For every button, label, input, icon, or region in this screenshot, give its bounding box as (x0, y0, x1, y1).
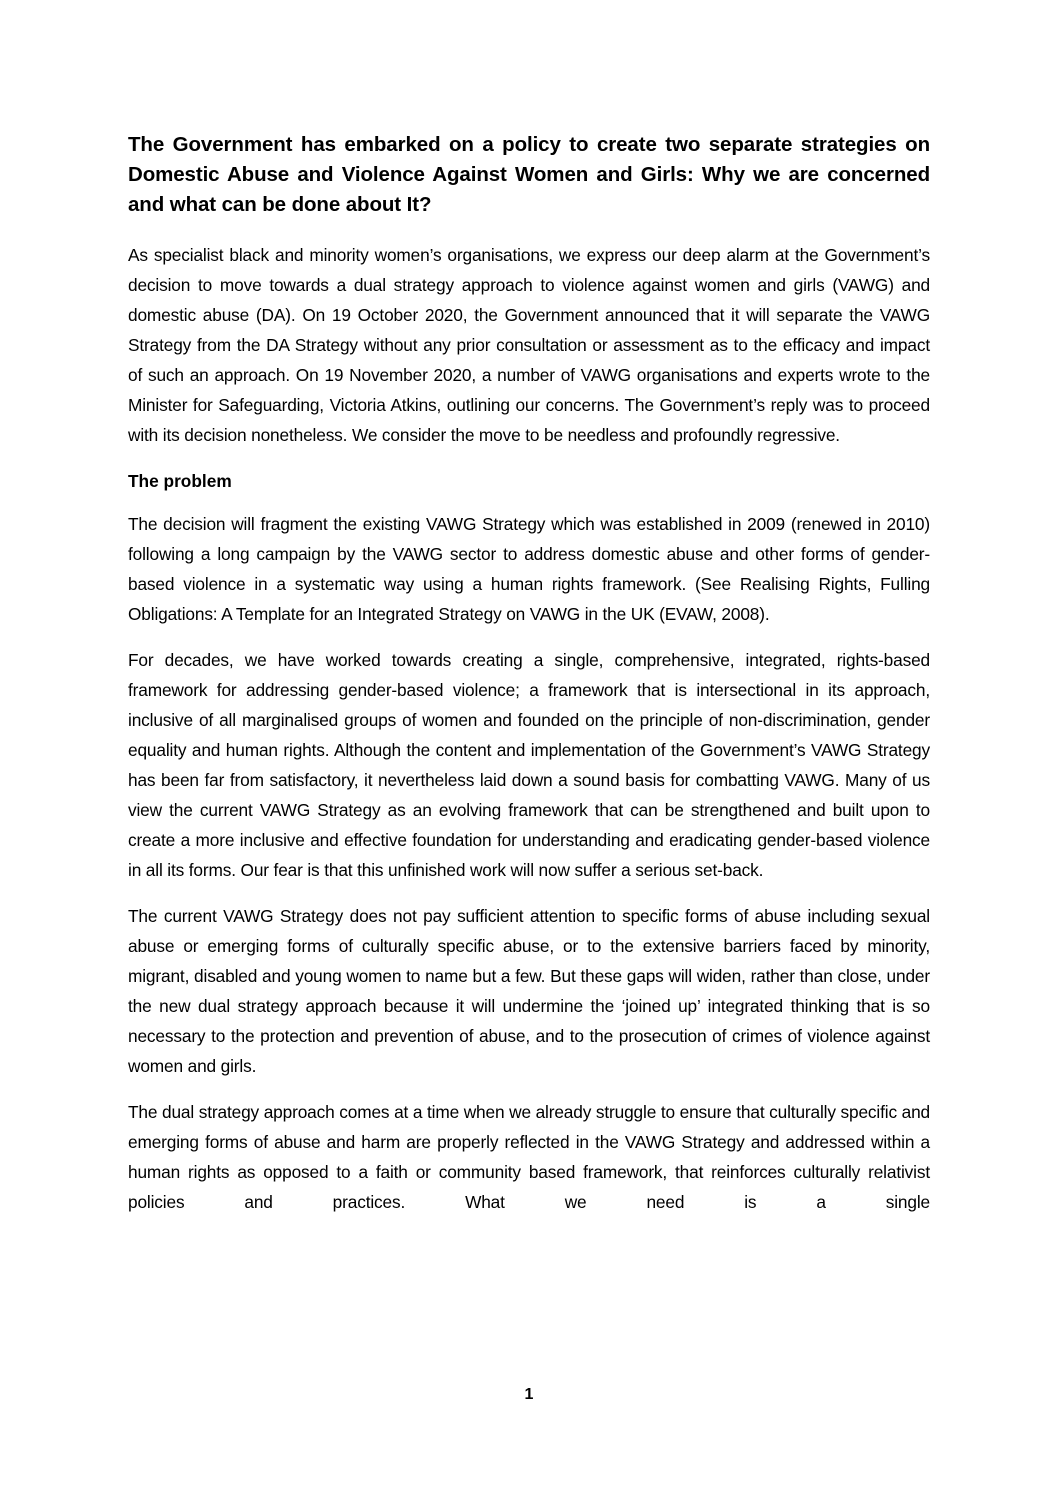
problem-paragraph-2: For decades, we have worked towards creating a single, comprehensive, integrated, rights-based framework for addressing gender-based violence; a framework that is intersectional in its approach, inclusive of all marginalised groups of women and founded on the principle of non-discrimination, gender equality and human rights. Although the content and implementation of the Government’s VAWG Strategy has been far from satisfactory, it nevertheless laid down a sound basis for combatting VAWG. Many of us view the current VAWG Strategy as an evolving framework that can be strengthened and built upon to create a more inclusive and effective foundation for understanding and eradicating gender-based violence in all its forms. Our fear is that this unfinished work will now suffer a serious set-back. (128, 650, 930, 880)
problem-paragraph-3: The current VAWG Strategy does not pay sufficient attention to specific forms of abuse including sexual abuse or emerging forms of culturally specific abuse, or to the extensive barriers faced by minority, migrant, disabled and young women to name but a few. But these gaps will widen, rather than close, under the new dual strategy approach because it will undermine the ‘joined up’ integrated thinking that is so necessary to the protection and prevention of abuse, and to the prosecution of crimes of violence against women and girls. (128, 906, 930, 1076)
document-title: The Government has embarked on a policy to create two separate strategies on Domestic Abuse and Violence Against Women and Girls: Why we are concerned and what can be done about It? (128, 133, 930, 216)
intro-paragraph: As specialist black and minority women’s organisations, we express our deep alarm at the Government’s decision to move towards a dual strategy approach to violence against women and girls (VAWG) and domestic abuse (DA). On 19 October 2020, the Government announced that it will separate the VAWG Strategy from the DA Strategy without any prior consultation or assessment as to the efficacy and impact of such an approach. On 19 November 2020, a number of VAWG organisations and experts wrote to the Minister for Safeguarding, Victoria Atkins, outlining our concerns. The Government’s reply was to proceed with its decision nonetheless. We consider the move to be needless and profoundly regressive. (128, 245, 930, 445)
problem-paragraph-4: The dual strategy approach comes at a time when we already struggle to ensure that culturally specific and emerging forms of abuse and harm are properly reflected in the VAWG Strategy and addressed within a human rights as opposed to a faith or community based framework, that reinforces culturally relativist policies and practices. What we need is a single (128, 1102, 930, 1212)
section-heading-the-problem: The problem (128, 471, 232, 491)
page-number: 1 (524, 1386, 534, 1403)
problem-paragraph-1: The decision will fragment the existing VAWG Strategy which was established in 2009 (renewed in 2010) following a long campaign by the VAWG sector to address domestic abuse and other forms of gender-based violence in a systematic way using a human rights framework. (See Realising Rights, Fulling Obligations: A Template for an Integrated Strategy on VAWG in the UK (EVAW, 2008). (128, 514, 930, 624)
page-body (128, 130, 930, 1233)
